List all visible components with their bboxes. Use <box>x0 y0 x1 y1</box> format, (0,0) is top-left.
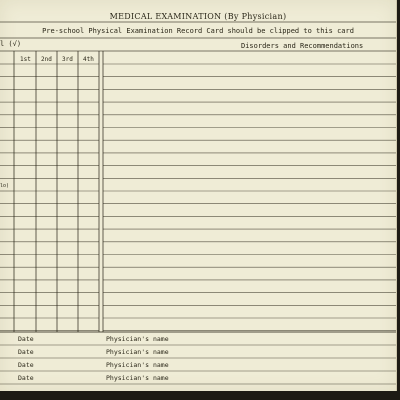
side-label-fragment: lo) <box>0 183 10 189</box>
signature-date-label: Date <box>18 348 34 356</box>
signature-physician-label: Physician's name <box>106 348 169 356</box>
signature-date-label: Date <box>18 374 34 382</box>
visit-column-3rd: 3rd <box>62 56 73 63</box>
signature-date-label: Date <box>18 361 34 369</box>
card-title: MEDICAL EXAMINATION (By Physician) <box>109 12 287 21</box>
signature-physician-label: Physician's name <box>106 361 169 369</box>
left-column-header-fragment: l (√) <box>0 40 22 48</box>
visit-column-4th: 4th <box>83 56 94 63</box>
signature-physician-label: Physician's name <box>106 335 169 343</box>
signature-date-label: Date <box>18 335 34 343</box>
card-subtitle: Pre-school Physical Examination Record Card should be clipped to this card <box>42 27 354 35</box>
visit-column-2nd: 2nd <box>41 56 52 63</box>
visit-column-1st: 1st <box>20 56 31 63</box>
signature-physician-label: Physician's name <box>106 374 169 382</box>
disorders-header: Disorders and Recommendations <box>241 42 364 50</box>
